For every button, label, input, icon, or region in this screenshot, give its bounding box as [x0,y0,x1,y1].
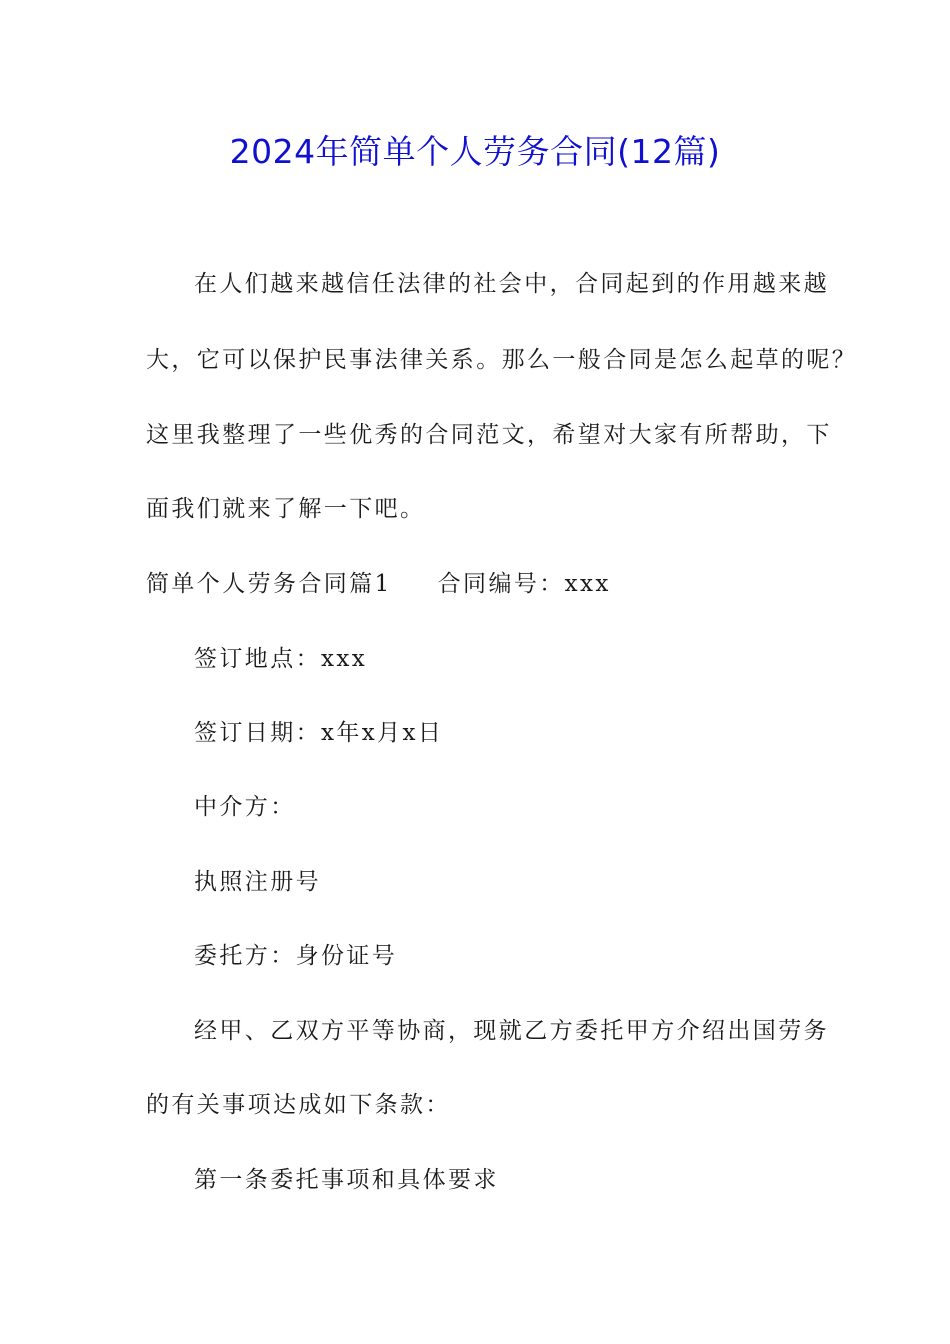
intro-line-1: 在人们越来越信任法律的社会中，合同起到的作用越来越 [194,271,829,297]
license-number: 执照注册号 [194,869,321,895]
sign-date: 签订日期：x年x月x日 [194,720,444,746]
intro-line-2: 大，它可以保护民事法律关系。那么一般合同是怎么起草的呢？ [146,347,858,373]
document-title: 2024年简单个人劳务合同(12篇) [229,132,721,171]
contract-number: 合同编号：xxx [437,571,611,597]
intermediary: 中介方： [194,794,296,820]
agreement-line-1: 经甲、乙双方平等协商，现就乙方委托甲方介绍出国劳务 [194,1018,829,1044]
section-heading-row [146,566,611,602]
article-1-heading: 第一条委托事项和具体要求 [194,1167,499,1193]
intro-line-4: 面我们就来了解一下吧。 [146,496,426,522]
section-heading: 简单个人劳务合同篇1 [146,571,392,597]
agreement-line-2: 的有关事项达成如下条款： [146,1092,451,1118]
client: 委托方：身份证号 [194,943,398,969]
sign-place: 签订地点：xxx [194,646,368,672]
intro-line-3: 这里我整理了一些优秀的合同范文，希望对大家有所帮助，下 [146,422,832,448]
